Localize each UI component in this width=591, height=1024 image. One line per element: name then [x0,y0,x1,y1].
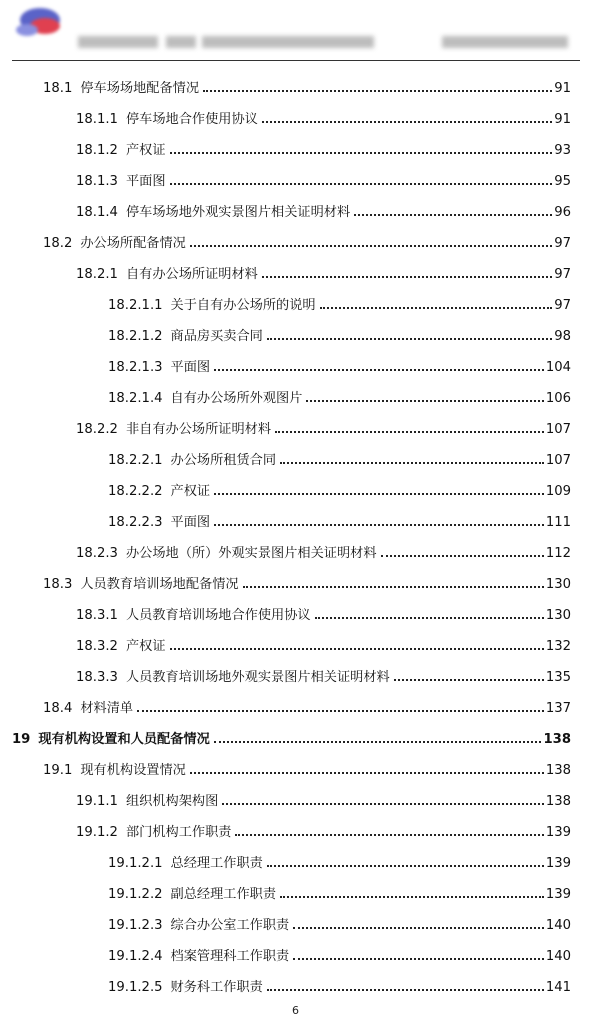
dot-leader [267,989,544,991]
toc-entry-title: 组织机构架构图 [125,794,219,809]
toc-entry[interactable] [108,975,571,995]
dot-leader [293,958,544,960]
toc-entry[interactable] [108,913,571,933]
dot-leader [170,183,553,185]
header-text-blurred [78,36,158,48]
toc-entry-page: 130 [545,608,571,623]
toc-entry-number: 18.2.1 [76,267,118,282]
toc-entry-page: 138 [543,732,571,747]
toc-entry-page: 141 [545,980,571,995]
toc-entry-title: 材料清单 [80,701,134,716]
page-header [0,0,591,62]
toc-entry-number: 18.2.1.4 [108,391,163,406]
toc-entry-title: 档案管理科工作职责 [170,949,290,964]
dot-leader [235,834,543,836]
dot-leader [315,617,544,619]
toc-entry-title: 停车场地合作使用协议 [125,112,258,127]
toc-entry-number: 19.1 [43,763,73,778]
toc-entry-number: 18.2.3 [76,546,118,561]
toc-entry[interactable] [108,851,571,871]
toc-entry-page: 135 [545,670,571,685]
toc-entry-page: 130 [545,577,571,592]
toc-entry-title: 产权证 [170,484,211,499]
toc-entry-title: 平面图 [125,174,166,189]
toc-entry-page: 139 [545,825,571,840]
toc-entry-page: 95 [554,174,571,189]
toc-entry-title: 平面图 [170,360,211,375]
toc-entry-number: 19.1.2.1 [108,856,163,871]
toc-entry-number: 19.1.2 [76,825,118,840]
toc-entry-page: 106 [545,391,571,406]
dot-leader [214,493,544,495]
toc-entry-title: 现有机构设置和人员配备情况 [38,732,210,747]
toc-entry-page: 109 [545,484,571,499]
toc-entry[interactable] [12,727,571,747]
toc-entry-title: 办公场所配备情况 [80,236,186,251]
toc-entry-page: 140 [545,918,571,933]
toc-entry-title: 财务科工作职责 [170,980,263,995]
toc-entry-number: 18.2.1.1 [108,298,163,313]
toc-entry-title: 副总经理工作职责 [170,887,277,902]
dot-leader [214,524,544,526]
toc-entry-title: 产权证 [125,143,166,158]
toc-entry[interactable] [108,386,571,406]
toc-entry-number: 18.1.4 [76,205,118,220]
toc-entry-page: 107 [545,453,571,468]
toc-entry-page: 137 [545,701,571,716]
toc-entry-title: 现有机构设置情况 [80,763,186,778]
toc-entry-number: 18.2.1.2 [108,329,163,344]
toc-entry-title: 办公场地（所）外观实景图片相关证明材料 [125,546,377,561]
toc-entry-number: 19.1.1 [76,794,118,809]
toc-entry-number: 19.1.2.5 [108,980,163,995]
toc-entry-number: 19.1.2.3 [108,918,163,933]
toc-entry-number: 18.3.3 [76,670,118,685]
toc-entry-title: 办公场所租赁合同 [170,453,277,468]
dot-leader [137,710,544,712]
toc-entry-title: 关于自有办公场所的说明 [170,298,316,313]
toc-entry-title: 人员教育培训场地外观实景图片相关证明材料 [125,670,390,685]
toc-entry-page: 139 [545,856,571,871]
toc-entry-page: 138 [545,794,571,809]
toc-entry-number: 18.2.1.3 [108,360,163,375]
toc-entry-page: 112 [545,546,571,561]
toc-entry-title: 部门机构工作职责 [125,825,232,840]
toc-entry-number: 18.2.2.2 [108,484,163,499]
header-text-blurred [166,36,196,48]
toc-entry-number: 18.2.2.3 [108,515,163,530]
toc-entry-title: 自有办公场所外观图片 [170,391,303,406]
toc-entry-number: 18.3.2 [76,639,118,654]
toc-entry[interactable] [108,293,571,313]
toc-entry-page: 91 [554,81,571,96]
toc-entry[interactable] [108,448,571,468]
toc-entry-title: 商品房买卖合同 [170,329,263,344]
toc-entry-title: 停车场场地配备情况 [80,81,200,96]
toc-entry-number: 18.1.2 [76,143,118,158]
toc-entry-number: 19.1.2.4 [108,949,163,964]
toc-entry[interactable] [43,696,571,716]
toc-entry-number: 18.2.2 [76,422,118,437]
toc-entry-page: 138 [545,763,571,778]
toc-entry-page: 93 [554,143,571,158]
toc-entry-number: 19.1.2.2 [108,887,163,902]
toc-entry-number: 18.1.1 [76,112,118,127]
dot-leader [170,648,544,650]
toc-entry-page: 97 [554,298,571,313]
toc-entry-title: 停车场场地外观实景图片相关证明材料 [125,205,351,220]
toc-entry-title: 人员教育培训场地配备情况 [80,577,239,592]
toc-entry-number: 18.3 [43,577,73,592]
toc-entry[interactable] [43,76,571,96]
toc-entry[interactable] [76,541,571,561]
toc-entry[interactable] [108,324,571,344]
toc-entry[interactable] [76,169,571,189]
dot-leader [214,369,544,371]
toc-entry-number: 18.2.2.1 [108,453,163,468]
toc-entry[interactable] [76,200,571,220]
toc-entry[interactable] [108,355,571,375]
dot-leader [275,431,544,433]
toc-entry[interactable] [76,107,571,127]
dot-leader [280,896,544,898]
dot-leader [262,276,552,278]
toc-entry[interactable] [43,758,571,778]
dot-leader [320,307,553,309]
toc-entry[interactable] [76,789,571,809]
toc-entry-page: 140 [545,949,571,964]
dot-leader [267,865,544,867]
toc-entry[interactable] [43,572,571,592]
toc-entry-number: 18.4 [43,701,73,716]
page-number: 6 [292,1004,299,1017]
toc-entry-number: 18.3.1 [76,608,118,623]
toc-entry-page: 91 [554,112,571,127]
toc-entry[interactable] [76,138,571,158]
toc-entry-page: 97 [554,236,571,251]
toc-entry[interactable] [76,603,571,623]
toc-entry-title: 总经理工作职责 [170,856,263,871]
toc-entry-page: 107 [545,422,571,437]
toc-entry[interactable] [108,479,571,499]
dot-leader [203,90,552,92]
toc-entry[interactable] [76,634,571,654]
dot-leader [306,400,543,402]
toc-entry-title: 非自有办公场所证明材料 [125,422,272,437]
header-rule [12,60,580,61]
dot-leader [394,679,544,681]
dot-leader [190,245,552,247]
toc-entry[interactable] [76,417,571,437]
toc-entry[interactable] [108,510,571,530]
dot-leader [170,152,553,154]
header-text-blurred [442,36,568,48]
toc-entry[interactable] [108,882,571,902]
dot-leader [267,338,552,340]
toc-entry[interactable] [76,262,571,282]
dot-leader [280,462,544,464]
dot-leader [262,121,552,123]
company-logo [16,6,66,40]
dot-leader [293,927,544,929]
dot-leader [354,214,552,216]
dot-leader [222,803,544,805]
toc-entry[interactable] [108,944,571,964]
toc-entry-title: 产权证 [125,639,166,654]
dot-leader [243,586,544,588]
toc-entry-title: 自有办公场所证明材料 [125,267,258,282]
toc-entry-page: 104 [545,360,571,375]
toc-entry-title: 综合办公室工作职责 [170,918,290,933]
toc-entry-page: 97 [554,267,571,282]
dot-leader [214,741,542,743]
toc-entry[interactable] [76,820,571,840]
toc-entry-page: 111 [545,515,571,530]
toc-entry-number: 18.1.3 [76,174,118,189]
toc-entry[interactable] [76,665,571,685]
toc-entry-number: 18.2 [43,236,73,251]
toc-entry-page: 98 [554,329,571,344]
toc-entry-title: 人员教育培训场地合作使用协议 [125,608,311,623]
dot-leader [381,555,544,557]
dot-leader [190,772,544,774]
toc-entry[interactable] [43,231,571,251]
toc-entry-page: 139 [545,887,571,902]
header-text-blurred [202,36,374,48]
toc-entry-number: 19 [12,732,31,747]
toc-entry-page: 96 [554,205,571,220]
toc-entry-page: 132 [545,639,571,654]
toc-entry-number: 18.1 [43,81,73,96]
toc-entry-title: 平面图 [170,515,211,530]
